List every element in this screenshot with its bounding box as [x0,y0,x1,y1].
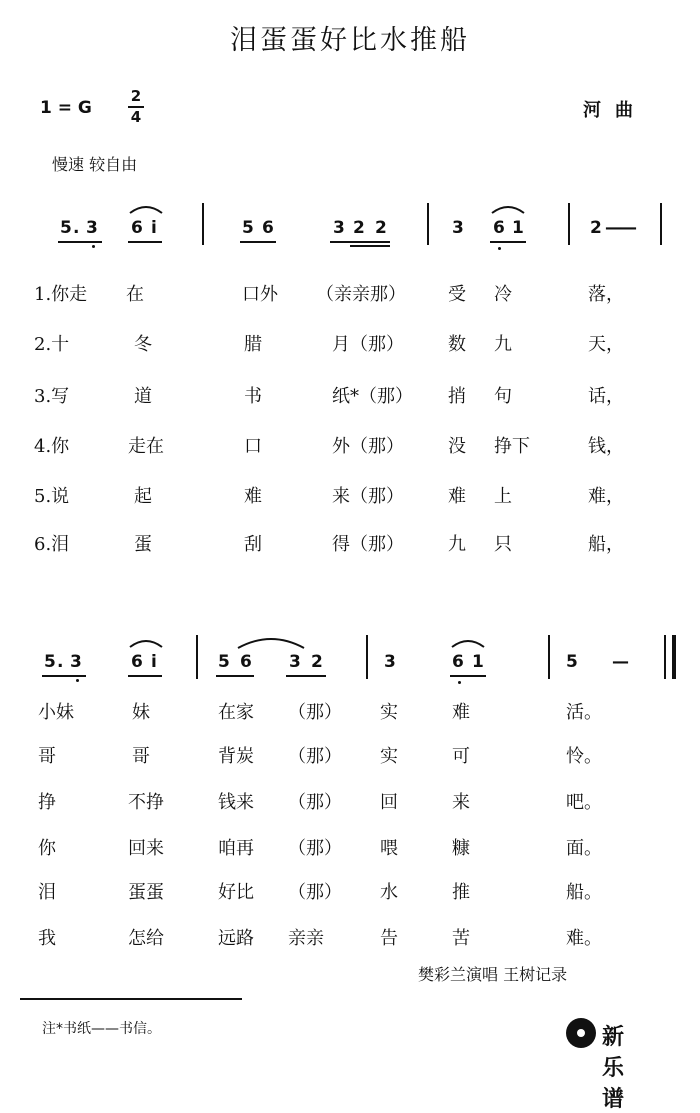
lyric: 面。 [566,838,602,859]
note: 6 [240,652,252,672]
note: i [151,652,157,672]
lyric: 冷 [494,284,512,305]
lyric: 落， [588,284,624,305]
note: 2 [590,218,602,238]
lyric: 我 [38,928,56,949]
lyric: 活。 [566,702,602,723]
lyric: （那） [288,882,342,903]
lyric: 吧。 [566,792,602,813]
lyric: 难 [448,486,466,507]
note: 3 [86,218,98,238]
lyric: 实 [380,702,398,723]
lyric: 起 [134,486,152,507]
lyric: 钱， [588,436,624,457]
lyric: （那） [288,702,342,723]
underline [350,245,390,247]
barline [366,635,368,679]
lyric: 只 [494,534,512,555]
lyric: 船， [588,534,624,555]
note: 3 [452,218,464,238]
lyric: 小妹 [38,702,74,723]
lyric: 在 [126,284,144,305]
lyric: 1.你走 [34,284,88,305]
lyric: 在家 [218,702,254,723]
lyric: 难 [452,702,470,723]
lyric: 4.你 [34,436,70,457]
underline [216,675,254,677]
note: 2 [353,218,365,238]
lyric: 书 [244,386,262,407]
underline [330,241,390,243]
lyric: （那） [288,792,342,813]
lyric: 走在 [128,436,164,457]
note: i [151,218,157,238]
lyric: （那） [288,838,342,859]
note: 3 [384,652,396,672]
lyric: 月（那） [332,334,404,355]
barline [427,203,429,245]
lyric: 回来 [128,838,164,859]
underline [58,241,102,243]
lyric: 可 [452,746,470,767]
note: 3 [333,218,345,238]
lyric: 喂 [380,838,398,859]
lyric: 6.泪 [34,534,70,555]
lyric: 受 [448,284,466,305]
lyric: 怎给 [128,928,164,949]
song-title: 泪蛋蛋好比水推船 [230,25,470,56]
lyric: 数 [448,334,466,355]
lyric: 妹 [132,702,150,723]
lyric: 腊 [244,334,262,355]
underline [490,241,526,243]
lyric: 来（那） [332,486,404,507]
note-dot: . [57,652,64,672]
origin-label: 河曲 [583,100,647,121]
lyric: 捎 [448,386,466,407]
underline [240,241,276,243]
lyric: 3.写 [34,386,70,407]
lyric: 难。 [566,928,602,949]
disc-icon [566,1018,596,1048]
lyric: 泪 [38,882,56,903]
lyric: 亲亲 [288,928,324,949]
lyric: （那） [288,746,342,767]
slur [236,634,306,650]
footnote: 注*书纸——书信。 [42,1021,161,1037]
barline [196,635,198,679]
lyric: 道 [134,386,152,407]
slur [128,637,164,649]
lyric: 挣 [38,792,56,813]
final-barline [672,635,676,679]
lyric: 哥 [132,746,150,767]
slur [450,637,486,649]
barline [664,635,666,679]
lyric: 2.十 [34,334,70,355]
lyric: 难 [244,486,262,507]
dash: —— [605,218,635,238]
lyric: 咱再 [218,838,254,859]
lyric: 纸*（那） [332,386,413,407]
lyric: 你 [38,838,56,859]
note: 1 [512,218,524,238]
lyric: 蛋蛋 [128,882,164,903]
lyric: 苦 [452,928,470,949]
note: 5 [218,652,230,672]
low-dot [458,681,461,684]
lyric: 得（那） [332,534,404,555]
lyric: （亲亲那） [316,284,406,305]
lyric: 钱来 [218,792,254,813]
lyric: 背炭 [218,746,254,767]
tempo-marking: 慢速 较自由 [52,155,138,174]
lyric: 船。 [566,882,602,903]
note: 5 [566,652,578,672]
lyric: 蛋 [134,534,152,555]
dash: — [612,652,627,672]
note: 3 [289,652,301,672]
lyric: 句 [494,386,512,407]
underline [450,675,486,677]
performer-credit: 樊彩兰演唱 王树记录 [418,965,568,984]
note: 6 [452,652,464,672]
barline [660,203,662,245]
lyric: 糠 [452,838,470,859]
low-dot [92,245,95,248]
lyric: 实 [380,746,398,767]
lyric: 来 [452,792,470,813]
barline [548,635,550,679]
low-dot [76,679,79,682]
underline [42,675,86,677]
lyric: 上 [494,486,512,507]
note: 6 [131,218,143,238]
note-dot: . [73,218,80,238]
lyric: 九 [448,534,466,555]
logo-text: 新乐谱 [602,1025,625,1112]
lyric: 口 [244,436,262,457]
lyric: 推 [452,882,470,903]
lyric: 九 [494,334,512,355]
barline [202,203,204,245]
note: 1 [472,652,484,672]
underline [286,675,326,677]
note: 6 [493,218,505,238]
lyric: 没 [448,436,466,457]
slur [490,203,526,215]
underline [128,675,162,677]
lyric: 远路 [218,928,254,949]
note: 5 [242,218,254,238]
lyric: 5.说 [34,486,70,507]
lyric: 刮 [244,534,262,555]
note: 3 [70,652,82,672]
time-signature [128,88,144,126]
lyric: 话， [588,386,624,407]
lyric: 哥 [38,746,56,767]
note: 6 [131,652,143,672]
underline [128,241,162,243]
lyric: 口外 [242,284,278,305]
note: 6 [262,218,274,238]
note: 2 [311,652,323,672]
lyric: 回 [380,792,398,813]
meter-denominator: 4 [130,108,142,126]
lyric: 告 [380,928,398,949]
barline [568,203,570,245]
low-dot [498,247,501,250]
key-signature: 1 = G [40,98,92,118]
lyric: 难， [588,486,624,507]
lyric: 好比 [218,882,254,903]
lyric: 冬 [134,334,152,355]
meter-numerator: 2 [130,87,142,105]
lyric: 怜。 [566,746,602,767]
footnote-divider [20,998,242,1000]
lyric: 外（那） [332,436,404,457]
lyric: 水 [380,882,398,903]
note: 2 [375,218,387,238]
note: 5 [60,218,72,238]
lyric: 挣下 [494,436,530,457]
note: 5 [44,652,56,672]
lyric: 天， [588,334,624,355]
lyric: 不挣 [128,792,164,813]
slur [128,203,164,215]
